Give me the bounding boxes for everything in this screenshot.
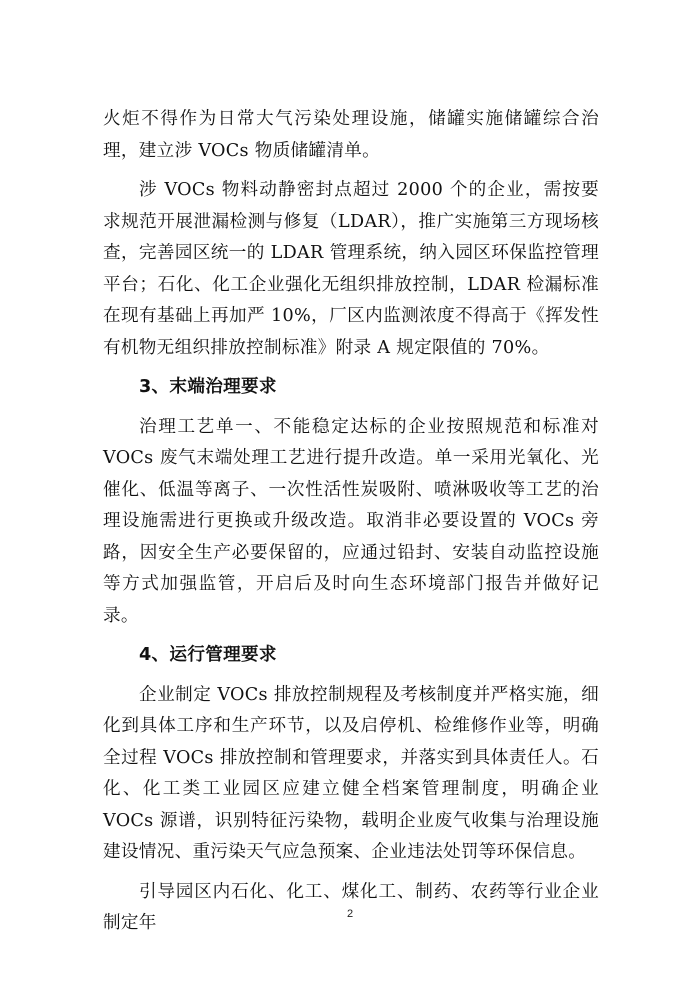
section-heading-end-treatment: 3、末端治理要求: [139, 377, 277, 397]
paragraph-end-treatment: 治理工艺单一、不能稳定达标的企业按照规范和标准对 VOCs 废气末端处理工艺进行提升改造。单一采用光氧化、光催化、低温等离子、一次性活性炭吸附、喷淋吸收等工艺的治理设施需进行更换或升级改造。取消非必要设置的 VOCs 旁路，因安全生产必要保留的，应通过铅封、安装自动监控设施等方式加强监管，开启后及时向生态环境部门报告并做好记录。: [103, 416, 599, 626]
document-page: [103, 96, 599, 940]
paragraph-operation-management: 企业制定 VOCs 排放控制规程及考核制度并严格实施，细化到具体工序和生产环节，以及启停机、检维修作业等，明确全过程 VOCs 排放控制和管理要求，并落实到具体责任人。石化、化工类工业园区应建立健全档案管理制度，明确企业 VOCs 源谱，识别特征污染物，载明企业废气收集与治理设施建设情况、重污染天气应急预案、企业违法处罚等环保信息。: [103, 684, 599, 862]
paragraph-industry-guidance: 引导园区内石化、化工、煤化工、制药、农药等行业企业制定年: [103, 881, 599, 933]
page-number: 2: [346, 908, 354, 920]
paragraph-ldar: 涉 VOCs 物料动静密封点超过 2000 个的企业，需按要求规范开展泄漏检测与修复（LDAR），推广实施第三方现场核查，完善园区统一的 LDAR 管理系统，纳入园区环保监控管理平台；石化、化工企业强化无组织排放控制，LDAR 检漏标准在现有基础上再加严 10%，厂区内监测浓度不得高于《挥发性有机物无组织排放控制标准》附录 A 规定限值的 70%。: [103, 180, 599, 358]
paragraph-storage-tanks: 火炬不得作为日常大气污染处理设施，储罐实施储罐综合治理，建立涉 VOCs 物质储罐清单。: [103, 109, 599, 161]
section-heading-operation-management: 4、运行管理要求: [139, 645, 277, 665]
